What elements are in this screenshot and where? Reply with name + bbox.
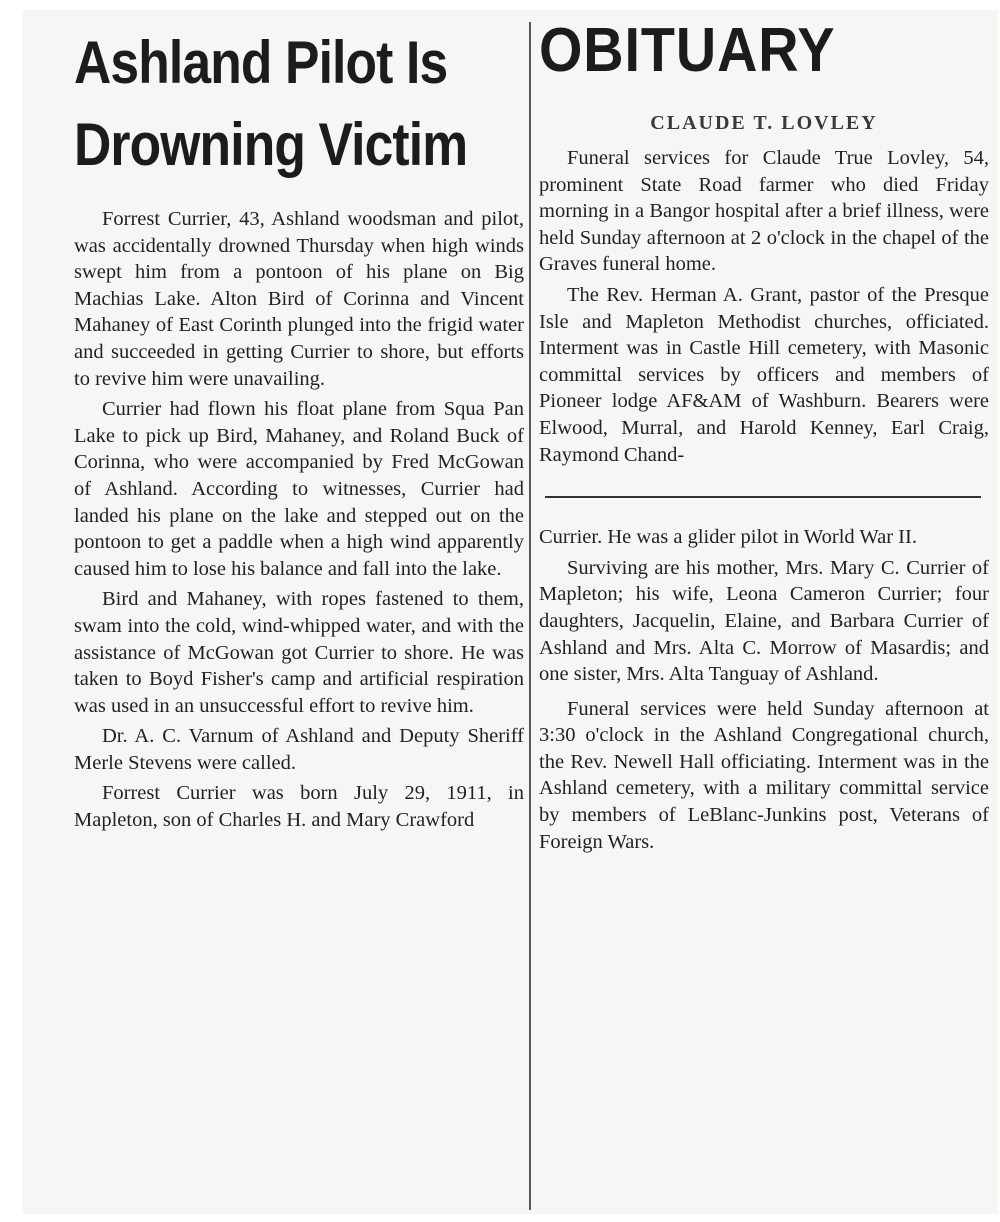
currier-continued-body bbox=[539, 524, 989, 855]
headline-line-2: Drowning Victim bbox=[74, 111, 468, 178]
continued-paragraph-1: Currier. He was a glider pilot in World War II. bbox=[539, 526, 917, 549]
article-paragraph-5: Forrest Currier was born July 29, 1911, in Mapleton, son of Charles H. and Mary Crawford bbox=[74, 782, 524, 832]
obituary-byline: CLAUDE T. LOVLEY bbox=[650, 112, 878, 134]
lovley-paragraph-2: The Rev. Herman A. Grant, pastor of the Presque Isle and Mapleton Methodist churches, officiated. Interment was in Castle Hill cemetery, with Masonic committal services by officers and members of Pioneer lodge AF&AM of Washburn. Bearers were Elwood, Murral, and Harold Kenney, Earl Craig, Raymond Chand- bbox=[539, 283, 989, 466]
obituary-title: OBITUARY bbox=[539, 16, 836, 85]
continued-paragraph-3: Funeral services were held Sunday afternoon at 3:30 o'clock in the Ashland Congregational church, the Rev. Newell Hall officiating. Interment was in the Ashland cemetery, with a military committal service by members of LeBlanc-Junkins post, Veterans of Foreign Wars. bbox=[539, 697, 989, 853]
article-paragraph-4: Dr. A. C. Varnum of Ashland and Deputy Sheriff Merle Stevens were called. bbox=[74, 725, 524, 774]
continued-paragraph-2: Surviving are his mother, Mrs. Mary C. Currier of Mapleton; his wife, Leona Cameron Currier; four daughters, Jacquelin, Elaine, and Barbara Currier of Ashland and Mrs. Alta C. Morrow of Masardis; and one sister, Mrs. Alta Tanguay of Ashland. bbox=[539, 556, 989, 686]
section-separator-rule bbox=[545, 496, 981, 498]
lovley-paragraph-1: Funeral services for Claude True Lovley, 54, prominent State Road farmer who died Friday morning in a Bangor hospital after a brief illness, were held Sunday afternoon at 2 o'clock in the chapel of the Graves funeral home. bbox=[539, 147, 989, 276]
article-paragraph-3: Bird and Mahaney, with ropes fastened to them, swam into the cold, wind-whipped water, and with the assistance of McGowan got Currier to shore. He was taken to Boyd Fisher's camp and artificial respiration was used in an unsuccessful effort to revive him. bbox=[74, 588, 524, 717]
article-body bbox=[74, 206, 524, 834]
headline-line-1: Ashland Pilot Is bbox=[74, 29, 448, 96]
lovley-obituary-body bbox=[539, 145, 989, 468]
column-divider bbox=[529, 22, 531, 1210]
article-paragraph-2: Currier had flown his float plane from Squa Pan Lake to pick up Bird, Mahaney, and Roland Buck of Corinna, who were accompanied by Fred McGowan of Ashland. According to witnesses, Currier had landed his plane on the lake and stepped out on the pontoon to get a paddle when a high wind apparently caused him to lose his balance and fall into the lake. bbox=[74, 398, 524, 580]
drowning-article bbox=[74, 22, 524, 838]
article-paragraph-1: Forrest Currier, 43, Ashland woodsman and pilot, was accidentally drowned Thursday when high winds swept him from a pontoon of his plane on Big Machias Lake. Alton Bird of Corinna and Vincent Mahaney of East Corinth plunged into the frigid water and succeeded in getting Currier to shore, but efforts to revive him were unavailing. bbox=[74, 208, 524, 390]
obituary-column bbox=[539, 12, 989, 859]
